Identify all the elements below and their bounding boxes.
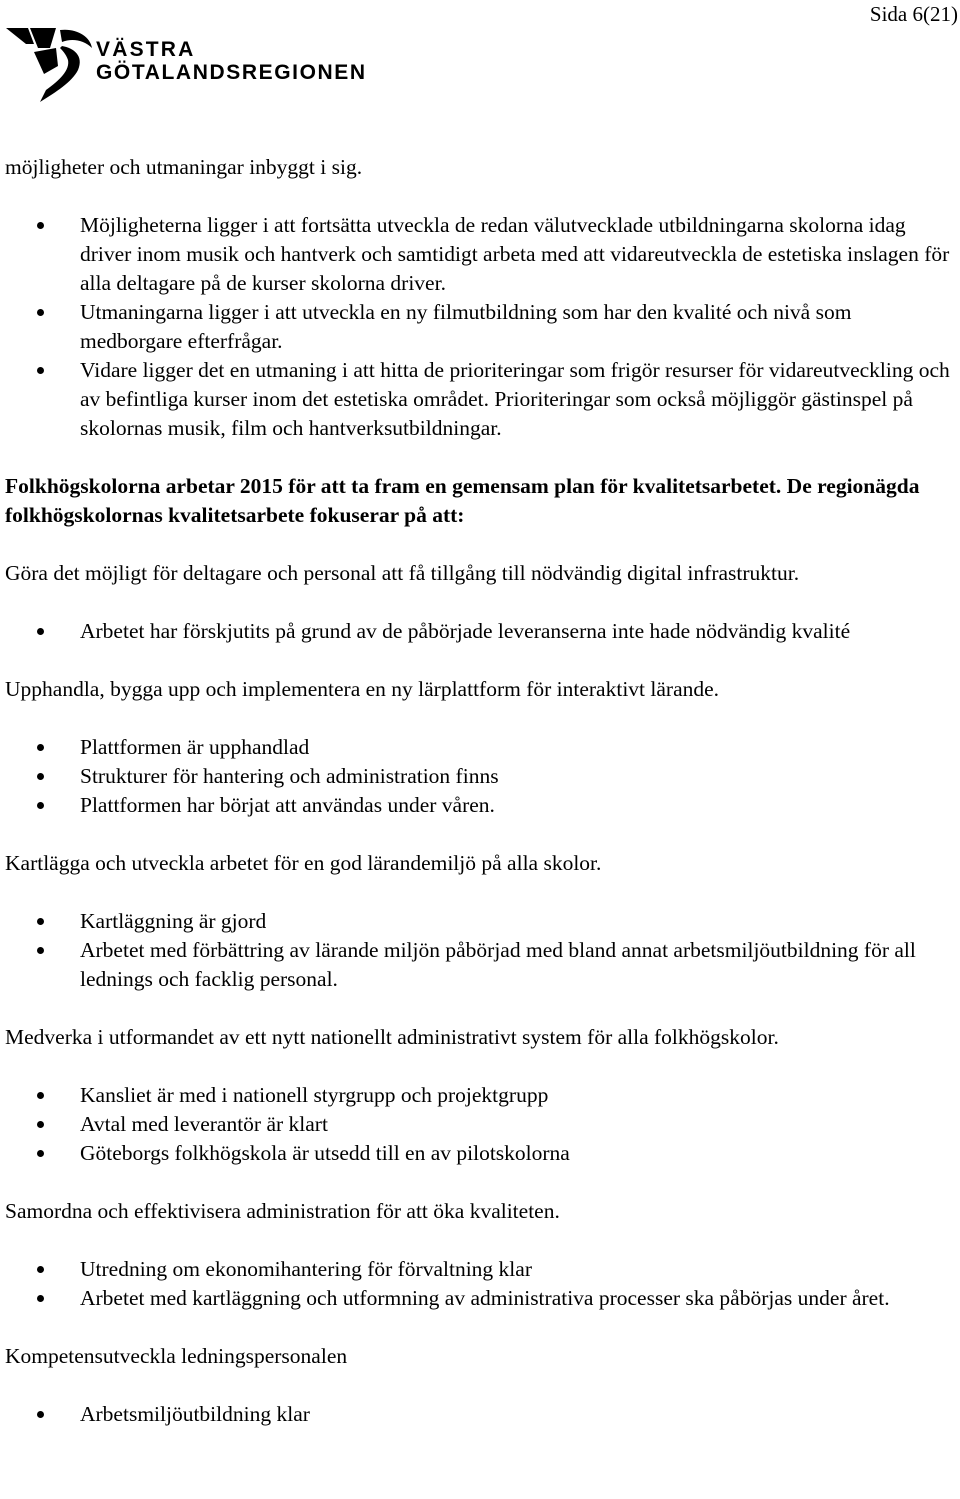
logo-line-2: GÖTALANDSREGIONEN (96, 61, 367, 84)
bullet-list (5, 1255, 955, 1313)
list-item: Plattformen är upphandlad (5, 733, 955, 762)
bullet-icon (37, 1150, 44, 1157)
list-item: Strukturer för hantering och administration finns (5, 762, 955, 791)
bullet-list (5, 733, 955, 820)
bullet-icon (37, 309, 44, 316)
bullet-list (5, 617, 955, 646)
list-item: Arbetsmiljöutbildning klar (5, 1400, 955, 1429)
bullet-icon (37, 1295, 44, 1302)
list-item: Plattformen har börjat att användas under våren. (5, 791, 955, 820)
bullet-icon (37, 1266, 44, 1273)
section-heading: Medverka i utformandet av ett nytt nationellt administrativt system för alla folkhögskolor. (5, 1025, 779, 1049)
bullet-icon (37, 947, 44, 954)
list-item: Möjligheterna ligger i att fortsätta utveckla de redan välutvecklade utbildningarna skolorna idag driver inom musik och hantverk och samtidigt arbeta med att vidareutveckla de estetiska inslagen för alla deltagare på de kurser skolorna driver. (5, 211, 955, 298)
bullet-icon (37, 744, 44, 751)
list-item: Arbetet med förbättring av lärande miljön påbörjad med bland annat arbetsmiljöutbildning för all lednings och facklig personal. (5, 936, 955, 994)
list-item: Kartläggning är gjord (5, 907, 955, 936)
list-item: Utredning om ekonomihantering för förvaltning klar (5, 1255, 955, 1284)
bullet-icon (37, 367, 44, 374)
section-heading: Kartlägga och utveckla arbetet för en god lärandemiljö på alla skolor. (5, 851, 602, 875)
bullet-icon (37, 222, 44, 229)
bullet-list (5, 907, 955, 994)
bullet-icon (37, 802, 44, 809)
bullet-icon (37, 1092, 44, 1099)
list-item: Avtal med leverantör är klart (5, 1110, 955, 1139)
list-item: Kansliet är med i nationell styrgrupp och projektgrupp (5, 1081, 955, 1110)
bullet-icon (37, 1121, 44, 1128)
bullet-list (5, 1081, 955, 1168)
section-heading: Samordna och effektivisera administration för att öka kvaliteten. (5, 1199, 560, 1223)
list-item: Arbetet med kartläggning och utformning av administrativa processer ska påbörjas under året. (5, 1284, 955, 1313)
logo-line-1: VÄSTRA (96, 38, 196, 61)
section-heading: Upphandla, bygga upp och implementera en ny lärplattform för interaktivt lärande. (5, 677, 720, 701)
list-item: Vidare ligger det en utmaning i att hitta de prioriteringar som frigör resurser för vidareutveckling och av befintliga kurser inom det estetiska området. Prioriteringar som också möjliggör gästinspel på skolornas musik, film och hantverksutbildningar. (5, 356, 955, 443)
bullet-list (5, 1400, 955, 1429)
bullet-icon (37, 1411, 44, 1418)
bullet-icon (37, 918, 44, 925)
vastra-gotalandsregionen-logo (4, 26, 384, 106)
page-number: Sida 6(21) (869, 2, 958, 26)
bullet-icon (37, 773, 44, 780)
bold-heading: Folkhögskolorna arbetar 2015 för att ta fram en gemensam plan för kvalitetsarbetet. De regionägda folkhögskolornas kvalitetsarbete fokuserar på att: (5, 474, 920, 527)
list-item: Arbetet har förskjutits på grund av de påbörjade leveranserna inte hade nödvändig kvalité (5, 617, 955, 646)
list-item: Göteborgs folkhögskola är utsedd till en av pilotskolorna (5, 1139, 955, 1168)
bullet-list-opportunities (5, 211, 955, 443)
list-item: Utmaningarna ligger i att utveckla en ny filmutbildning som har den kvalité och nivå som medborgare efterfrågar. (5, 298, 955, 356)
logo-emblem-icon (4, 26, 94, 106)
section-heading: Kompetensutveckla ledningspersonalen (5, 1344, 348, 1368)
bullet-icon (37, 628, 44, 635)
document-body (5, 153, 955, 1429)
section-heading: Göra det möjligt för deltagare och personal att få tillgång till nödvändig digital infrastruktur. (5, 561, 800, 585)
intro-text: möjligheter och utmaningar inbyggt i sig. (5, 155, 363, 179)
